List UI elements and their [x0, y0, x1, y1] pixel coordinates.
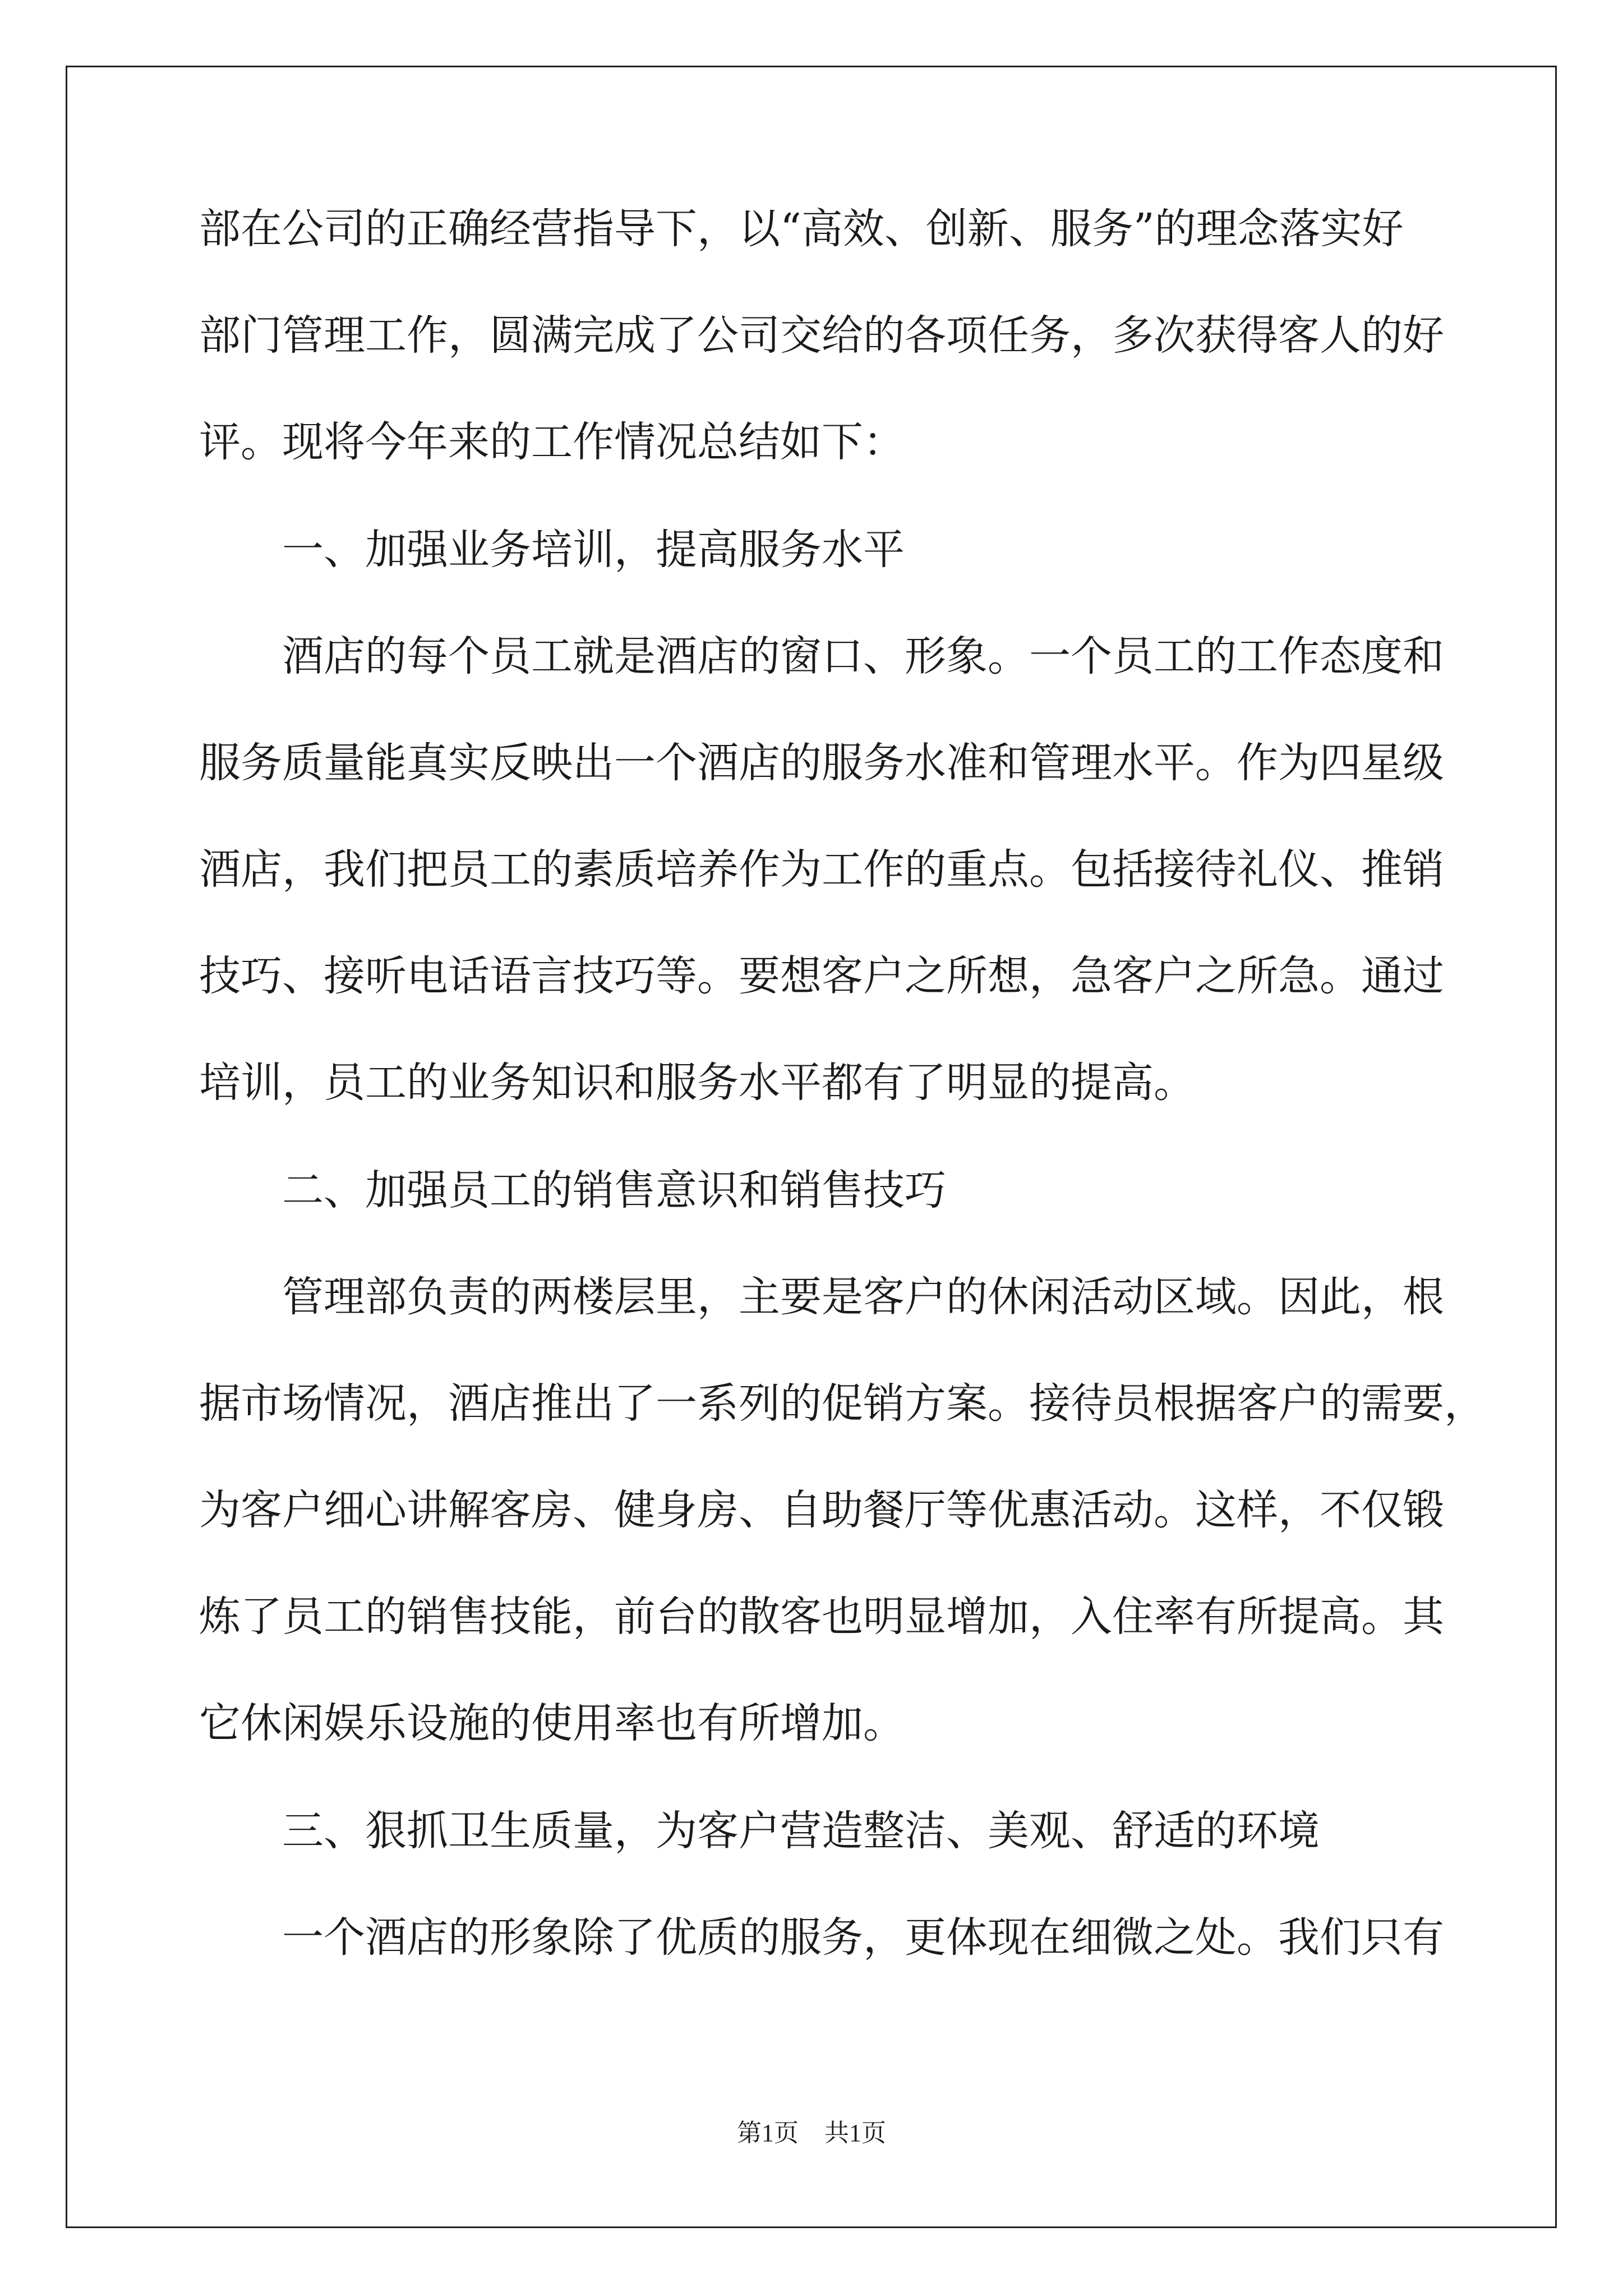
paragraph-line: 技巧、接听电话语言技巧等。要想客户之所想，急客户之所急。通过 [199, 952, 1444, 1000]
paragraph-line: 为客户细心讲解客房、健身房、自助餐厅等优惠活动。这样，不仅锻 [199, 1486, 1444, 1534]
page-total: 共1页 [824, 2119, 886, 2147]
paragraph-line: 评。现将今年来的工作情况总结如下： [199, 418, 905, 466]
paragraph-line: 酒店，我们把员工的素质培养作为工作的重点。包括接待礼仪、推销 [199, 845, 1444, 894]
page-border [66, 66, 1557, 2228]
paragraph-line: 培训，员工的业务知识和服务水平都有了明显的提高。 [199, 1059, 1195, 1107]
section-heading: 三、狠抓卫生质量，为客户营造整洁、美观、舒适的环境 [282, 1807, 1320, 1855]
paragraph-line: 据市场情况，酒店推出了一系列的促销方案。接待员根据客户的需要， [199, 1379, 1486, 1428]
page-footer [0, 2116, 1623, 2150]
paragraph-line: 管理部负责的两楼层里，主要是客户的休闲活动区域。因此，根 [282, 1273, 1444, 1321]
paragraph-line: 服务质量能真实反映出一个酒店的服务水准和管理水平。作为四星级 [199, 739, 1444, 787]
paragraph-line: 酒店的每个员工就是酒店的窗口、形象。一个员工的工作态度和 [282, 632, 1444, 680]
paragraph-line: 部在公司的正确经营指导下，以“高效、创新、服务”的理念落实好 [199, 205, 1404, 253]
section-heading: 一、加强业务培训，提高服务水平 [282, 526, 905, 574]
paragraph-line: 炼了员工的销售技能，前台的散客也明显增加，入住率有所提高。其 [199, 1593, 1444, 1641]
section-heading: 二、加强员工的销售意识和销售技巧 [282, 1166, 946, 1214]
paragraph-line: 一个酒店的形象除了优质的服务，更体现在细微之处。我们只有 [282, 1913, 1444, 1962]
page-number: 第1页 [737, 2119, 799, 2147]
paragraph-line: 部门管理工作，圆满完成了公司交给的各项任务，多次获得客人的好 [199, 311, 1444, 360]
paragraph-line: 它休闲娱乐设施的使用率也有所增加。 [199, 1699, 905, 1747]
